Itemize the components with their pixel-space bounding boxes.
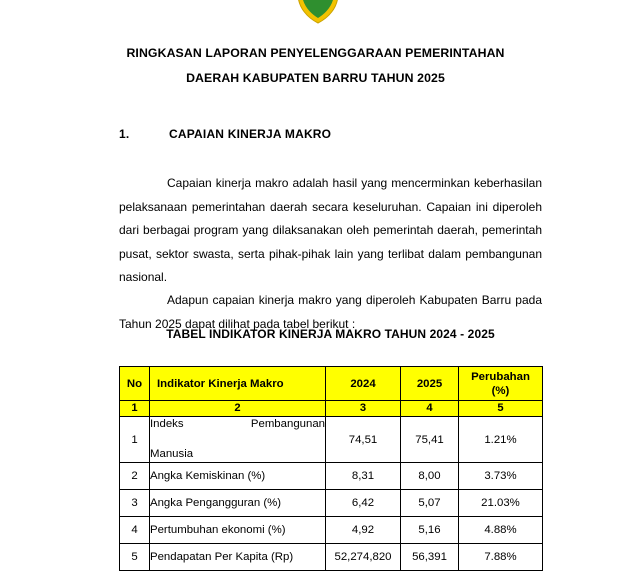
cell-change: 4.88% — [459, 517, 543, 544]
document-title — [90, 41, 541, 91]
indicator-word-1: Indeks — [150, 418, 184, 430]
column-header-change-line-1: Perubahan — [471, 370, 530, 383]
table-column-number-row — [120, 401, 543, 417]
column-header-change-line-2: (%) — [491, 384, 510, 397]
cell-2025: 56,391 — [401, 544, 459, 571]
cell-2025: 75,41 — [401, 417, 459, 463]
table-caption: TABEL INDIKATOR KINERJA MAKRO TAHUN 2024 - 2025 — [166, 327, 495, 341]
cell-no: 4 — [120, 517, 150, 544]
cell-change: 1.21% — [459, 417, 543, 463]
column-header-2024: 2024 — [326, 367, 401, 401]
cell-no: 5 — [120, 544, 150, 571]
column-header-2025: 2025 — [401, 367, 459, 401]
cell-2025: 5,16 — [401, 517, 459, 544]
cell-2024: 74,51 — [326, 417, 401, 463]
document-title-line-1: RINGKASAN LAPORAN PENYELENGGARAAN PEMERINTAHAN — [126, 46, 505, 60]
crest-icon — [296, 0, 340, 26]
column-index-3: 3 — [326, 401, 401, 417]
table-row — [120, 517, 543, 544]
column-index-2: 2 — [150, 401, 326, 417]
column-index-4: 4 — [401, 401, 459, 417]
cell-2025: 5,07 — [401, 490, 459, 517]
cell-no: 3 — [120, 490, 150, 517]
table-row — [120, 544, 543, 571]
paragraph-2-text: Adapun capaian kinerja makro yang diperoleh Kabupaten Barru pada Tahun 2025 dapat dilihat pada tabel berikut : — [119, 293, 542, 331]
column-header-no: No — [120, 367, 150, 401]
cell-indicator — [150, 417, 326, 463]
document-title-line-2: DAERAH KABUPATEN BARRU TAHUN 2025 — [186, 71, 445, 85]
cell-indicator: Angka Pengangguran (%) — [150, 490, 326, 517]
cell-2024: 4,92 — [326, 517, 401, 544]
cell-change: 3.73% — [459, 463, 543, 490]
cell-2025: 8,00 — [401, 463, 459, 490]
cell-no: 1 — [120, 417, 150, 463]
section-heading — [119, 127, 549, 141]
paragraph-capaian-definition — [119, 172, 542, 290]
cell-change: 21.03% — [459, 490, 543, 517]
cell-indicator: Pendapatan Per Kapita (Rp) — [150, 544, 326, 571]
cell-change: 7.88% — [459, 544, 543, 571]
cell-2024: 52,274,820 — [326, 544, 401, 571]
section-number: 1. — [119, 127, 130, 141]
paragraph-1-text: Capaian kinerja makro adalah hasil yang mencerminkan keberhasilan pelaksanaan pemerintahan daerah secara keseluruhan. Capaian ini diperoleh dari berbagai program yang dilaksanakan oleh pemerintah daerah, pemerintah pusat, sektor swasta, serta pihak-pihak lain yang terlibat dalam pembangunan nasional. — [119, 176, 542, 284]
table-header — [120, 367, 543, 417]
cell-indicator-line-2: Manusia — [150, 448, 194, 460]
cell-2024: 8,31 — [326, 463, 401, 490]
column-index-1: 1 — [120, 401, 150, 417]
table-row — [120, 490, 543, 517]
cell-2024: 6,42 — [326, 490, 401, 517]
section-heading-text: CAPAIAN KINERJA MAKRO — [169, 127, 332, 141]
cell-indicator: Pertumbuhan ekonomi (%) — [150, 517, 326, 544]
table-row — [120, 463, 543, 490]
table-row — [120, 417, 543, 463]
barru-crest-logo — [296, 0, 340, 26]
column-header-change — [459, 367, 543, 401]
cell-indicator: Angka Kemiskinan (%) — [150, 463, 326, 490]
column-index-5: 5 — [459, 401, 543, 417]
macro-indicator-table — [119, 366, 543, 571]
cell-no: 2 — [120, 463, 150, 490]
cell-indicator-line-1 — [150, 417, 325, 447]
column-header-indicator: Indikator Kinerja Makro — [150, 367, 326, 401]
indicator-word-2: Pembangunan — [250, 418, 325, 430]
table-body — [120, 417, 543, 571]
table-header-row — [120, 367, 543, 401]
